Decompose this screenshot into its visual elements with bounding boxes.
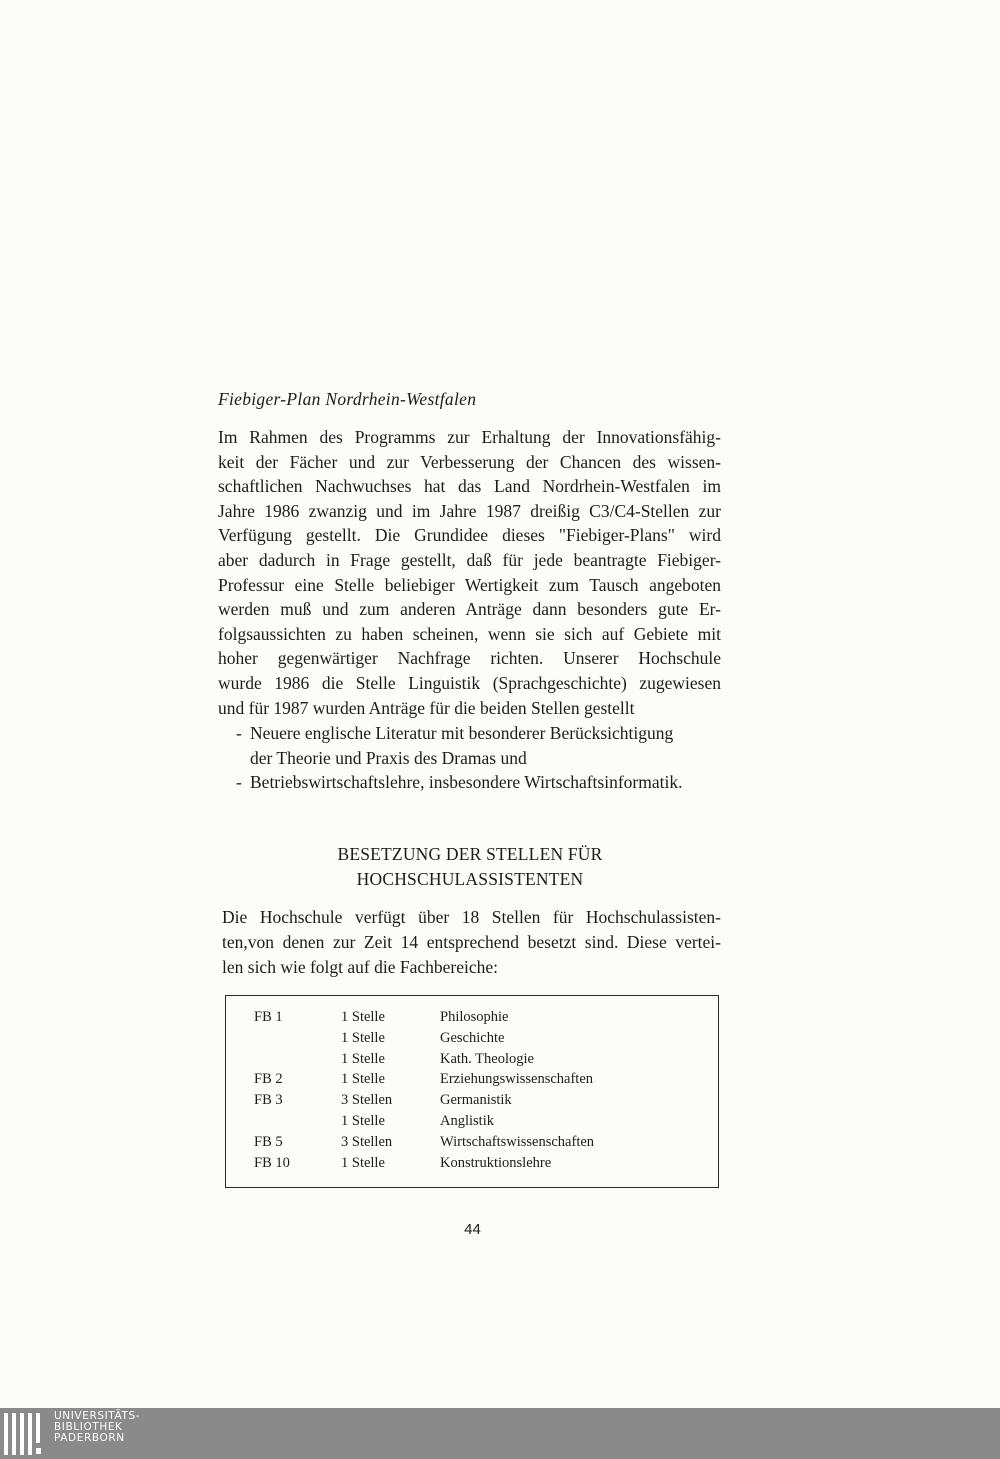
paragraph-line: folgsaussichten zu haben scheinen, wenn sie sich auf Gebiete mit [218,623,721,644]
subject-cell: Geschichte [440,1029,505,1046]
paragraph-line: Verfügung gestellt. Die Grundidee dieses "Fiebiger-Plans" wird [218,525,721,546]
paragraph-line: schaftlichen Nachwuchses hat das Land Nordrhein-Westfalen im [218,476,721,497]
table-row [226,1132,706,1153]
table-row [226,1090,706,1111]
table-body [226,1007,706,1173]
library-name-line: UNIVERSITÄTS- [54,1410,141,1422]
library-logo-icon [4,1412,50,1456]
bullet-dash: - [236,772,242,793]
table-row [226,1069,706,1090]
subject-cell: Anglistik [440,1112,494,1129]
bullet-text: Betriebswirtschaftslehre, insbesondere Wirtschaftsinformatik. [250,772,683,793]
intro-line: Die Hochschule verfügt über 18 Stellen für Hochschulassisten- [222,907,721,927]
paragraph-line: aber dadurch in Frage gestellt, daß für jede beantragte Fiebiger- [218,549,721,570]
section-heading [220,842,720,892]
library-name [54,1411,140,1445]
positions-cell: 1 Stelle [341,1112,385,1129]
page-number: 44 [464,1221,481,1238]
subject-cell: Wirtschaftswissenschaften [440,1133,595,1150]
bullet-item [236,721,726,746]
positions-cell: 3 Stellen [341,1092,393,1109]
body-paragraph [218,425,721,720]
positions-cell: 3 Stellen [341,1133,393,1150]
positions-cell: 1 Stelle [341,1009,385,1025]
library-name-line: PADERBORN [54,1432,125,1445]
table-row [226,1049,706,1070]
bullet-item-continuation [236,746,726,771]
paragraph-line: Im Rahmen des Programms zur Erhaltung der Innovationsfähig- [218,427,721,447]
department-cell: FB 2 [254,1071,283,1088]
subject-cell: Konstruktionslehre [440,1154,552,1171]
department-cell: FB 10 [254,1154,290,1171]
subject-cell: Philosophie [440,1009,509,1025]
table-row [226,1153,706,1174]
intro-paragraph [222,905,721,980]
subject-cell: Germanistik [440,1092,512,1109]
library-footer-bar [0,1408,1000,1459]
bullet-item [236,770,726,795]
subject-cell: Erziehungswissenschaften [440,1071,594,1088]
positions-table [225,995,719,1188]
paragraph-line: keit der Fächer und zur Verbesserung der Chancen des wissen- [218,451,721,472]
paragraph-line: Professur eine Stelle beliebiger Wertigkeit zum Tausch angeboten [218,574,721,595]
paragraph-line: hoher gegenwärtiger Nachfrage richten. Unserer Hochschule [218,648,721,669]
paragraph-line: und für 1987 wurden Anträge für die beiden Stellen gestellt [218,697,635,718]
positions-cell: 1 Stelle [341,1050,385,1067]
department-cell: FB 3 [254,1092,283,1109]
paragraph-line: werden muß und zum anderen Anträge dann besonders gute Er- [218,599,721,620]
positions-cell: 1 Stelle [341,1071,385,1088]
heading-line: BESETZUNG DER STELLEN FÜR [337,844,603,864]
bullet-text: der Theorie und Praxis des Dramas und [250,747,527,768]
heading-line: HOCHSCHULASSISTENTEN [356,869,584,889]
bullet-text: Neuere englische Literatur mit besonderer Berücksichtigung [250,723,674,743]
bullet-list [236,721,726,795]
positions-cell: 1 Stelle [341,1154,385,1171]
table-row [226,1111,706,1132]
intro-line: len sich wie folgt auf die Fachbereiche: [222,957,499,977]
paragraph-line: wurde 1986 die Stelle Linguistik (Sprachgeschichte) zugewiesen [218,672,721,693]
bullet-dash: - [236,723,242,743]
department-cell: FB 5 [254,1133,283,1150]
table-row [226,1007,706,1028]
intro-line: ten,von denen zur Zeit 14 entsprechend besetzt sind. Diese vertei- [222,932,721,952]
department-cell: FB 1 [254,1009,283,1025]
positions-cell: 1 Stelle [341,1029,385,1046]
library-name-line: BIBLIOTHEK [54,1421,123,1434]
subject-cell: Kath. Theologie [440,1050,534,1067]
paragraph-line: Jahre 1986 zwanzig und im Jahre 1987 dreißig C3/C4-Stellen zur [218,500,721,521]
table-row [226,1028,706,1049]
section-title: Fiebiger-Plan Nordrhein-Westfalen [218,389,477,409]
